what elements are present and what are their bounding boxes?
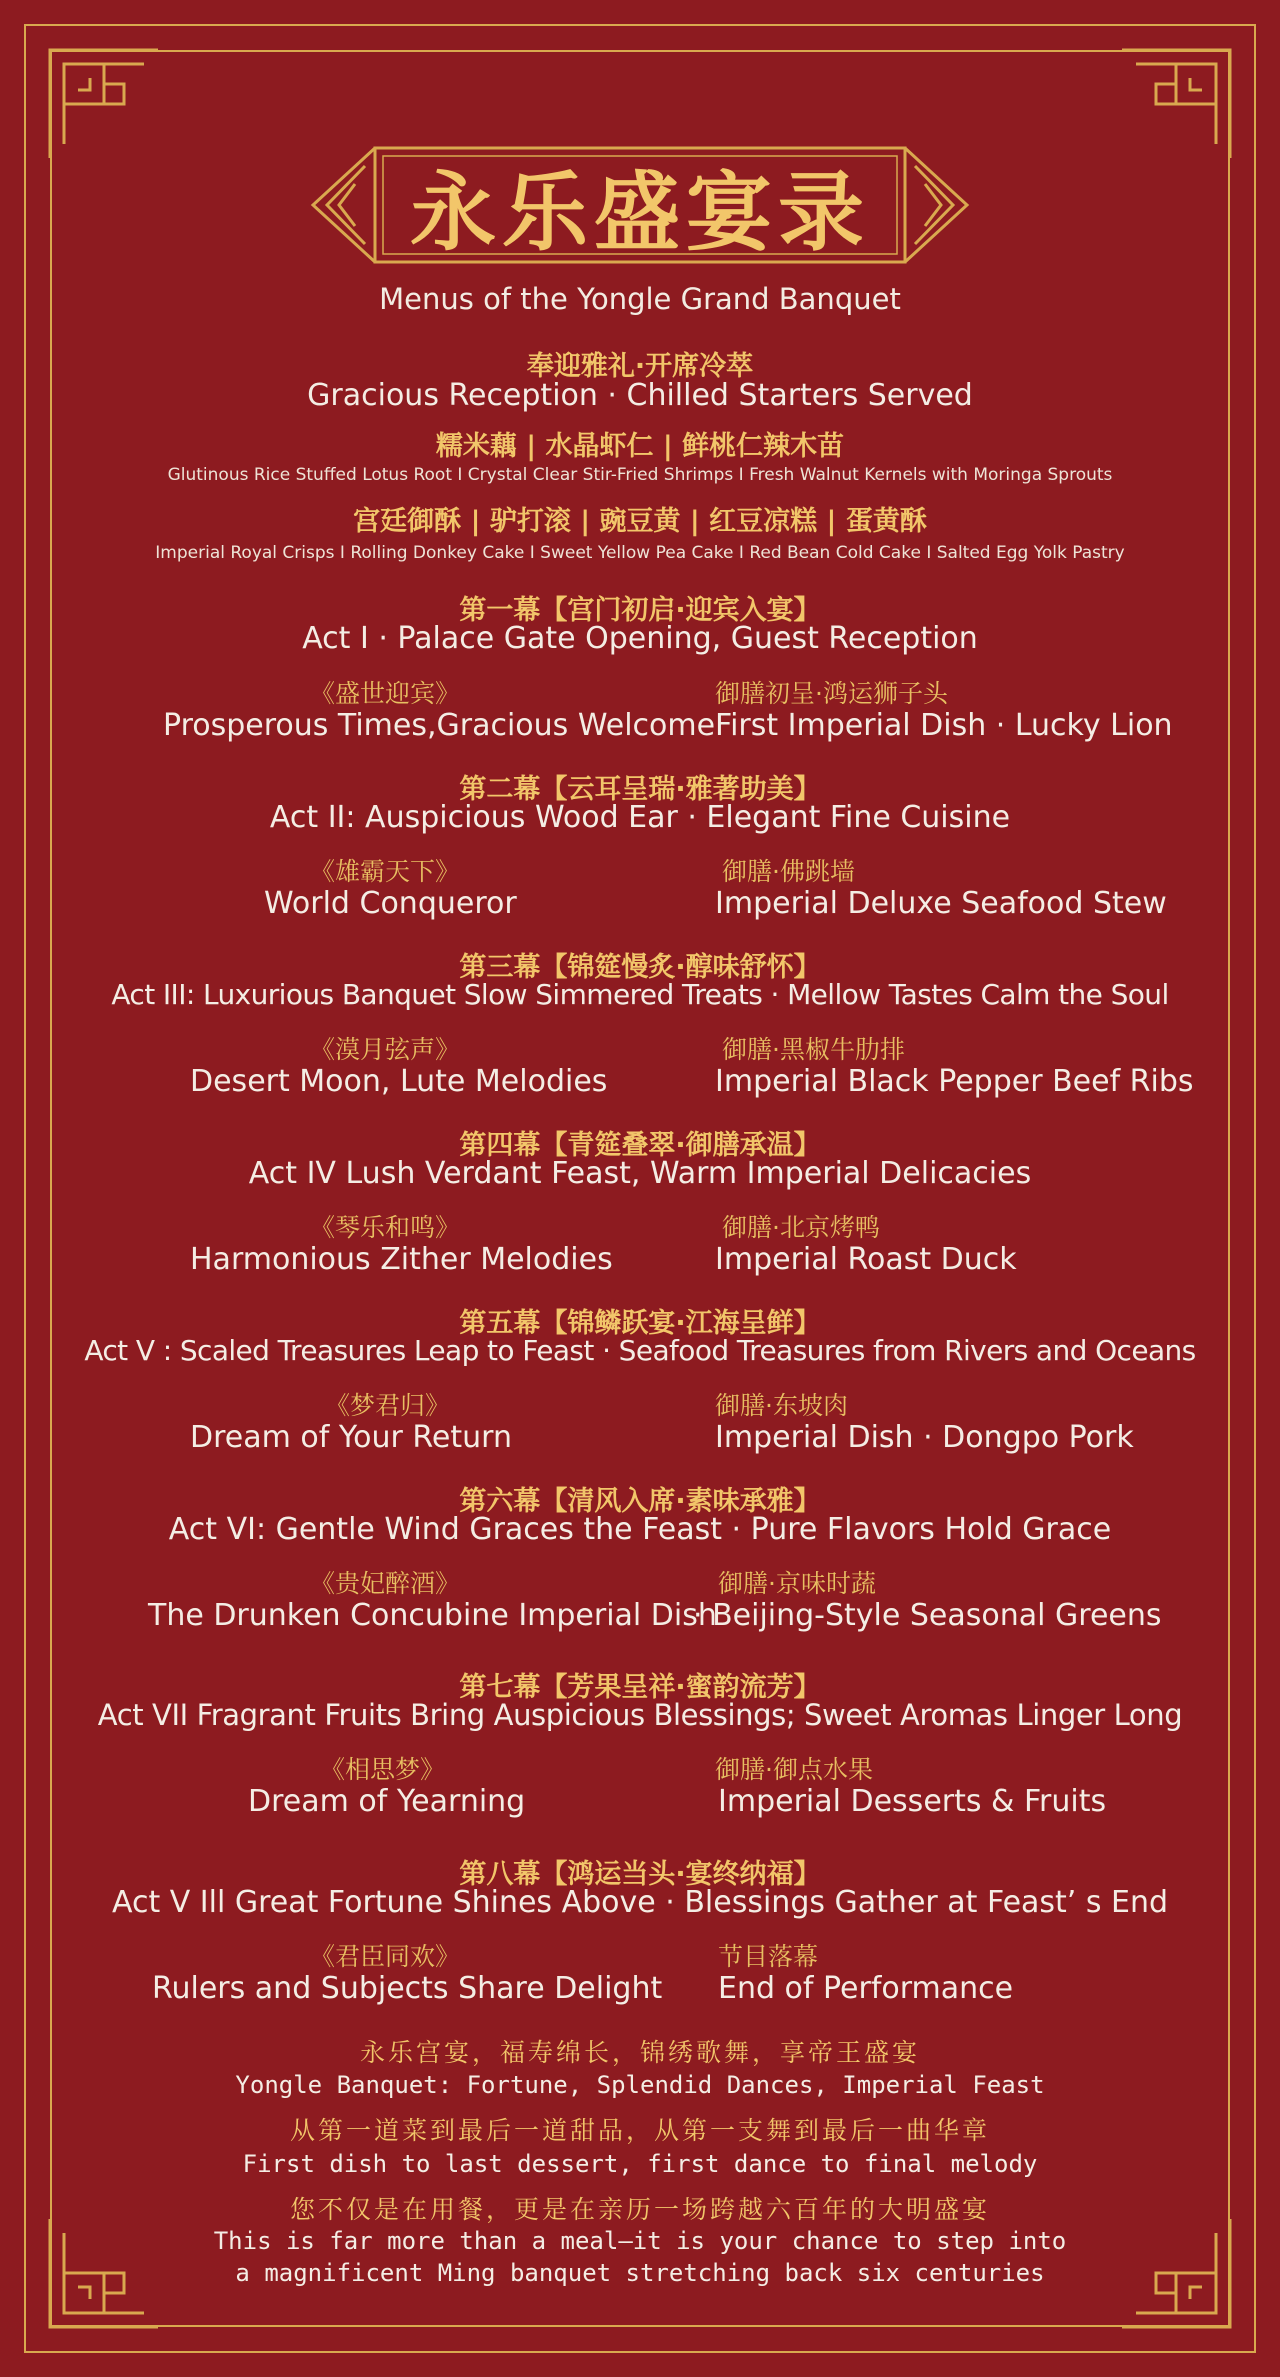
- performance-en: The Drunken Concubine Imperial Dish: [148, 1598, 717, 1633]
- performance-cn: 《雄霸天下》: [310, 857, 461, 886]
- dish-en: Imperial Deluxe Seafood Stew: [715, 886, 1167, 921]
- pastries-en: Imperial Royal Crisps I Rolling Donkey Cake I Sweet Yellow Pea Cake I Red Bean Cold Cake I Salted Egg Yolk Pastry: [155, 543, 1125, 563]
- reception-heading-en: Gracious Reception · Chilled Starters Served: [307, 378, 973, 413]
- performance-en: World Conqueror: [264, 886, 517, 921]
- dish-cn: 御膳·京味时蔬: [718, 1569, 876, 1598]
- performance-cn: 《贵妃醉酒》: [310, 1569, 461, 1598]
- page-title: 永乐盛宴录: [410, 162, 870, 263]
- performance-cn: 《梦君归》: [325, 1391, 451, 1420]
- closing-line-en: First dish to last dessert, first dance to final melody: [242, 2150, 1038, 2178]
- performance-cn: 《漠月弦声》: [310, 1035, 461, 1064]
- dish-en: Imperial Dish · Dongpo Pork: [715, 1420, 1134, 1455]
- act-heading-en: Act V Ill Great Fortune Shines Above · Blessings Gather at Feast’ s End: [111, 1885, 1169, 1920]
- dish-cn: 御膳·黑椒牛肋排: [722, 1035, 905, 1064]
- closing-line-cn: 永乐宫宴，福寿绵长，锦绣歌舞，享帝王盛宴: [359, 2038, 920, 2067]
- dish-cn: 御膳·御点水果: [715, 1755, 873, 1784]
- reception-heading-cn: 奉迎雅礼·开席冷萃: [526, 351, 754, 382]
- starters-en: Glutinous Rice Stuffed Lotus Root I Crystal Clear Stir-Fried Shrimps I Fresh Walnut Kernels with Moringa Sprouts: [167, 465, 1113, 485]
- performance-en: Prosperous Times,Gracious Welcome: [163, 708, 716, 743]
- closing-line-en: a magnificent Ming banquet stretching back six centuries: [235, 2259, 1045, 2287]
- corner-ornament-top-right: [1116, 44, 1236, 164]
- performance-en: Dream of Your Return: [190, 1420, 512, 1455]
- act-heading-en: Act I · Palace Gate Opening, Guest Reception: [302, 621, 978, 656]
- act-heading-cn: 第一幕【宫门初启·迎宾入宴】: [459, 595, 821, 626]
- dish-cn: 御膳·东坡肉: [715, 1391, 848, 1420]
- page-subtitle: Menus of the Yongle Grand Banquet: [379, 282, 901, 316]
- closing-line-en: This is far more than a meal—it is your chance to step into: [213, 2227, 1067, 2255]
- act-heading-cn: 第三幕【锦筵慢炙·醇味舒怀】: [459, 952, 821, 983]
- act-heading-en: Act V : Scaled Treasures Leap to Feast · Seafood Treasures from Rivers and Oceans: [84, 1334, 1196, 1367]
- performance-en: Rulers and Subjects Share Delight: [152, 1971, 663, 2006]
- dish-en: Imperial Roast Duck: [715, 1242, 1017, 1277]
- closing-line-en: Yongle Banquet: Fortune, Splendid Dances, Imperial Feast: [235, 2071, 1045, 2099]
- act-heading-en: Act II: Auspicious Wood Ear · Elegant Fine Cuisine: [269, 800, 1011, 835]
- act-heading-cn: 第五幕【锦鳞跃宴·江海呈鲜】: [459, 1308, 821, 1339]
- corner-ornament-top-left: [44, 44, 164, 164]
- pastries-cn: 宫廷御酥 | 驴打滚 | 豌豆黄 | 红豆凉糕 | 蛋黄酥: [353, 506, 927, 537]
- performance-cn: 《君臣同欢》: [310, 1942, 461, 1971]
- closing-line-cn: 从第一道菜到最后一道甜品，从第一支舞到最后一曲华章: [289, 2116, 990, 2145]
- starters-cn: 糯米藕 | 水晶虾仁 | 鲜桃仁辣木苗: [435, 431, 845, 462]
- performance-en: Desert Moon, Lute Melodies: [190, 1064, 608, 1099]
- closing-line-cn: 您不仅是在用餐，更是在亲历一场跨越六百年的大明盛宴: [289, 2195, 990, 2224]
- performance-cn: 《盛世迎宾》: [310, 679, 461, 708]
- act-heading-en: Act IV Lush Verdant Feast, Warm Imperial Delicacies: [248, 1156, 1032, 1191]
- performance-en: Dream of Yearning: [248, 1784, 526, 1819]
- dish-cn: 御膳·北京烤鸭: [722, 1213, 880, 1242]
- act-heading-en: Act VII Fragrant Fruits Bring Auspicious Blessings; Sweet Aromas Linger Long: [97, 1698, 1183, 1732]
- act-heading-cn: 第八幕【鸿运当头·宴终纳福】: [459, 1859, 821, 1890]
- act-heading-en: Act III: Luxurious Banquet Slow Simmered Treats · Mellow Tastes Calm the Soul: [111, 978, 1169, 1011]
- dish-en: Imperial Black Pepper Beef Ribs: [715, 1064, 1194, 1099]
- dish-en: · Beijing-Style Seasonal Greens: [693, 1598, 1162, 1633]
- dish-en: End of Performance: [718, 1971, 1014, 2006]
- act-heading-cn: 第六幕【清风入席·素味承雅】: [459, 1486, 821, 1517]
- performance-cn: 《相思梦》: [320, 1755, 446, 1784]
- performance-en: Harmonious Zither Melodies: [190, 1242, 613, 1277]
- dish-en: First Imperial Dish · Lucky Lion: [715, 708, 1173, 743]
- act-heading-en: Act VI: Gentle Wind Graces the Feast · Pure Flavors Hold Grace: [168, 1512, 1112, 1547]
- act-heading-cn: 第四幕【青筵叠翠·御膳承温】: [459, 1130, 821, 1161]
- title-plaque: [305, 132, 975, 278]
- dish-cn: 御膳·佛跳墙: [722, 857, 855, 886]
- act-heading-cn: 第七幕【芳果呈祥·蜜韵流芳】: [459, 1672, 821, 1703]
- dish-cn: 节目落幕: [718, 1942, 819, 1971]
- act-heading-cn: 第二幕【云耳呈瑞·雅著助美】: [459, 774, 821, 805]
- dish-cn: 御膳初呈·鸿运狮子头: [715, 679, 948, 708]
- dish-en: Imperial Desserts & Fruits: [718, 1784, 1107, 1819]
- performance-cn: 《琴乐和鸣》: [310, 1213, 461, 1242]
